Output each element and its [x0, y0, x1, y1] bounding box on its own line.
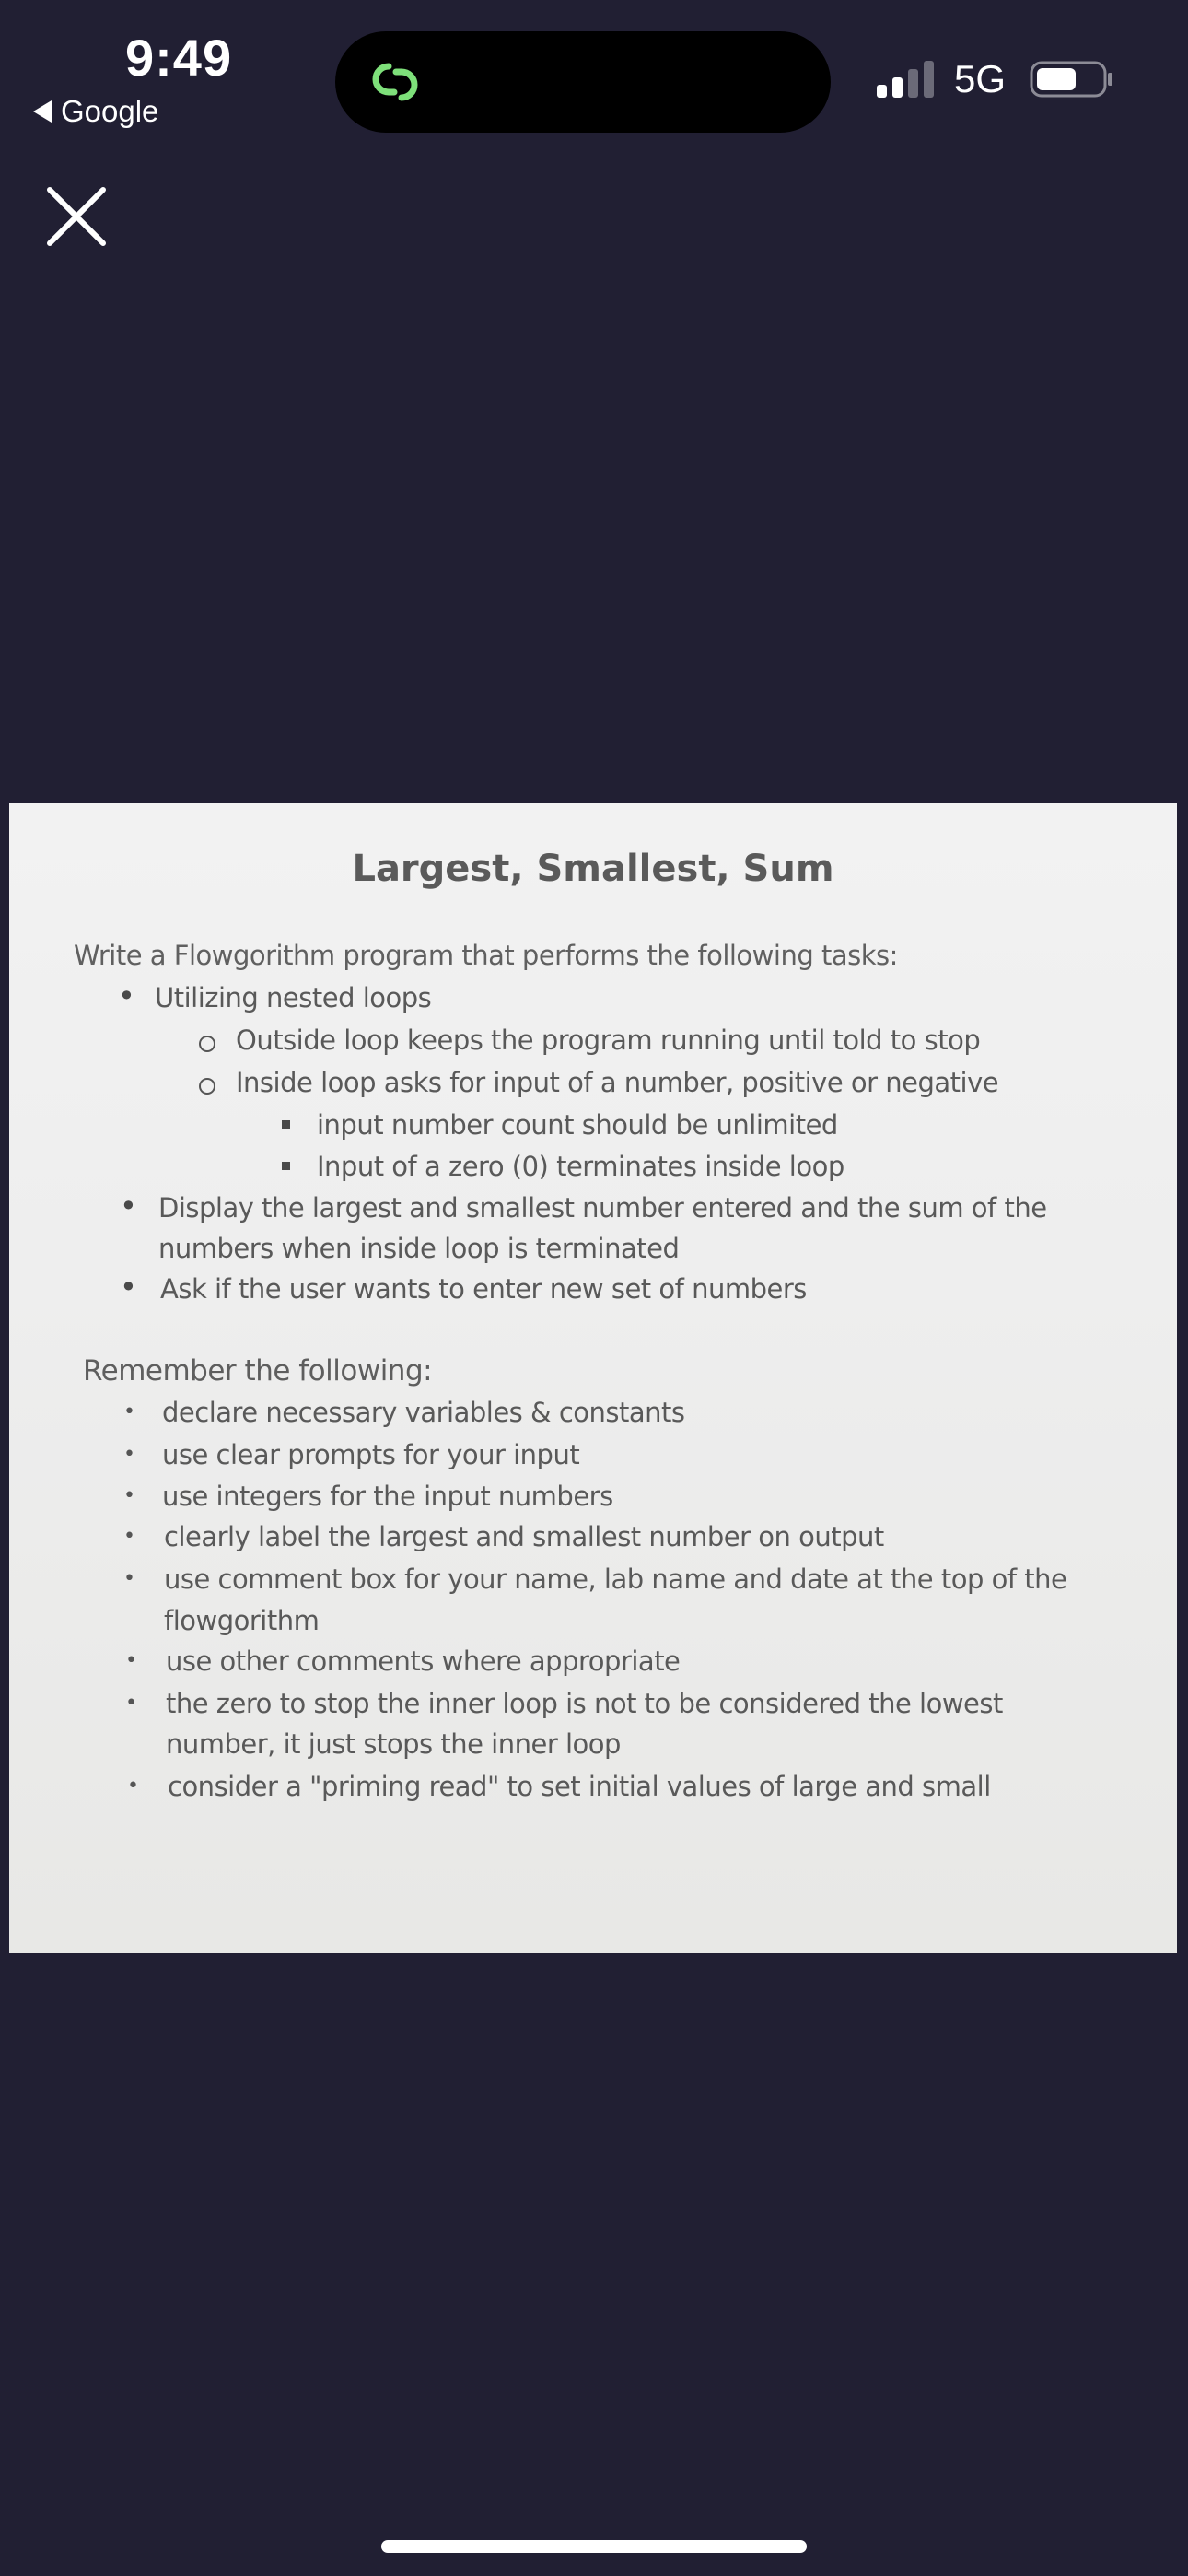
assignment-photo — [9, 803, 1177, 1953]
network-type: 5G — [954, 57, 1007, 100]
circle-bullet-icon — [199, 1036, 215, 1052]
battery-icon — [1030, 61, 1114, 98]
bullet-icon: • — [125, 1649, 137, 1672]
bullet-icon: • — [120, 1188, 137, 1224]
bullet-icon: • — [123, 1567, 135, 1590]
status-bar — [0, 0, 1188, 147]
clock: 9:49 — [125, 29, 233, 87]
back-arrow-icon — [33, 100, 52, 123]
remember-item: use other comments where appropriate — [166, 1645, 681, 1677]
task-display-line1: Display the largest and smallest number entered and the sum of the — [158, 1192, 1047, 1224]
task-zero-terminates: Input of a zero (0) terminates inside loop — [317, 1151, 844, 1182]
bullet-icon: • — [118, 978, 135, 1013]
home-indicator[interactable] — [381, 2540, 807, 2553]
remember-item-line2: flowgorithm — [164, 1605, 320, 1636]
task-outside-loop: Outside loop keeps the program running until told to stop — [236, 1025, 981, 1056]
task-inside-loop: Inside loop asks for input of a number, positive or negative — [236, 1067, 999, 1098]
remember-item: clearly label the largest and smallest number on output — [164, 1521, 884, 1552]
close-icon[interactable] — [42, 182, 111, 251]
square-bullet-icon — [282, 1120, 290, 1129]
remember-item: use clear prompts for your input — [162, 1439, 580, 1470]
back-to-google-link[interactable] — [33, 94, 158, 129]
bullet-icon: • — [123, 1400, 135, 1423]
document-intro: Write a Flowgorithm program that performs the following tasks: — [74, 940, 898, 971]
bullet-icon: • — [123, 1484, 135, 1507]
remember-heading: Remember the following: — [83, 1354, 433, 1388]
back-link-label: Google — [61, 94, 159, 128]
remember-item-line2: number, it just stops the inner loop — [166, 1728, 621, 1760]
link-chain-icon — [363, 50, 427, 114]
remember-item: consider a "priming read" to set initial values of large and small — [168, 1771, 991, 1802]
circle-bullet-icon — [199, 1078, 215, 1095]
bullet-icon: • — [127, 1774, 139, 1797]
bullet-icon: • — [123, 1525, 135, 1548]
bullet-icon: • — [120, 1270, 137, 1305]
task-ask-new-set: Ask if the user wants to enter new set of numbers — [160, 1273, 807, 1305]
cellular-signal-icon — [877, 61, 936, 100]
bullet-icon: • — [125, 1692, 137, 1715]
remember-item-line1: the zero to stop the inner loop is not to be considered the lowest — [166, 1688, 1003, 1719]
task-display-line2: numbers when inside loop is terminated — [158, 1233, 680, 1264]
dynamic-island — [335, 31, 831, 133]
remember-item-line1: use comment box for your name, lab name and date at the top of the — [164, 1563, 1067, 1595]
task-nested-loops: Utilizing nested loops — [155, 982, 432, 1013]
remember-item: use integers for the input numbers — [162, 1481, 613, 1512]
bullet-icon: • — [123, 1443, 135, 1466]
square-bullet-icon — [282, 1162, 290, 1170]
remember-item: declare necessary variables & constants — [162, 1397, 685, 1428]
task-unlimited-count: input number count should be unlimited — [317, 1109, 838, 1141]
document-title: Largest, Smallest, Sum — [352, 848, 834, 890]
